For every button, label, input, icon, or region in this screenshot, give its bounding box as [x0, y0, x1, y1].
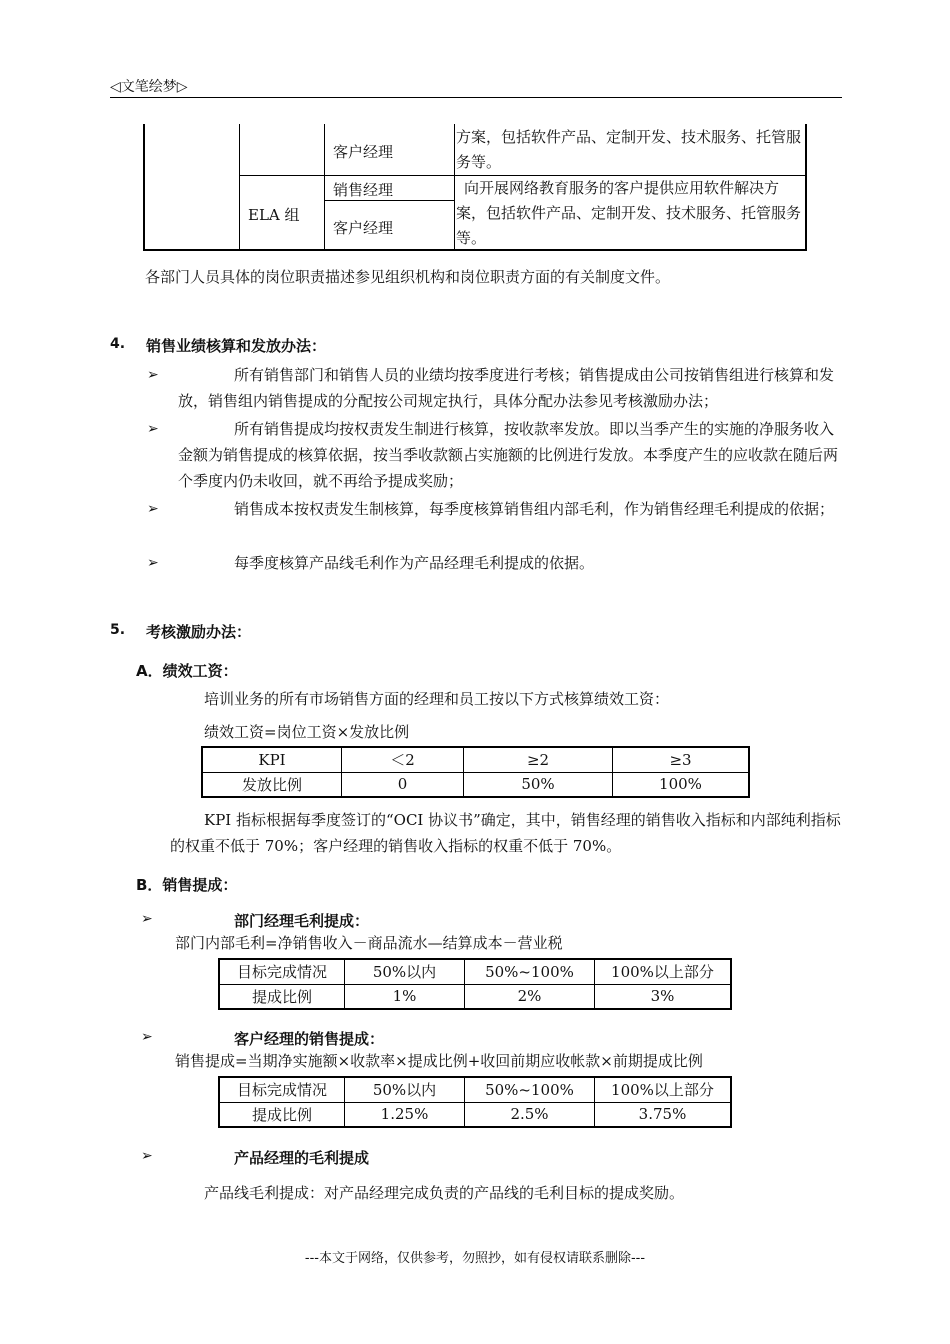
kpi-table-cell: 50%	[464, 772, 613, 797]
bullet-arrow-icon: ➢	[141, 1148, 153, 1164]
kpi-table-cell: ≥2	[464, 747, 613, 772]
bullet-arrow-icon: ➢	[141, 1029, 153, 1045]
section5b-title: B．销售提成：	[136, 876, 238, 894]
kpi-table-cell: KPI	[202, 747, 342, 772]
acct-mgr-table-cell: 目标完成情况	[219, 1077, 345, 1102]
section5a-title: A．绩效工资：	[136, 662, 238, 680]
dept-mgr-table-cell: 2%	[465, 984, 595, 1009]
section4-bullet-4: 每季度核算产品线毛利作为产品经理毛利提成的依据。	[234, 554, 595, 572]
section4-number: 4.	[110, 336, 126, 352]
acct-mgr-table-cell: 50%~100%	[465, 1077, 595, 1102]
dept-mgr-table-cell: 50%~100%	[465, 959, 595, 984]
section5-number: 5.	[110, 622, 126, 638]
section4-bullet-2: 所有销售提成均按权责发生制进行核算，按收款率发放。即以当季产生的实施的净服务收入金额为销售提成的核算依据，按当季收款额占实施额的比例进行发放。本季度产生的应收款在随后两个季度内仍未收回，就不再给予提成奖励；	[178, 420, 839, 490]
top-table-role-2: 销售经理	[333, 181, 394, 199]
acct-mgr-table-cell: 提成比例	[219, 1102, 345, 1127]
dept-mgr-title: 部门经理毛利提成：	[234, 912, 370, 930]
bullet-arrow-icon: ➢	[141, 911, 153, 927]
dept-mgr-table-cell: 目标完成情况	[219, 959, 345, 984]
section4-title: 销售业绩核算和发放办法：	[146, 337, 327, 355]
section4-bullet-1: 所有销售部门和销售人员的业绩均按季度进行考核；销售提成由公司按销售组进行核算和发放，销售组内销售提成的分配按公司规定执行，具体分配办法参见考核激励办法；	[178, 366, 835, 410]
top-table-role-3: 客户经理	[333, 219, 394, 237]
acct-mgr-table-cell: 3.75%	[595, 1102, 732, 1127]
prod-mgr-text: 产品线毛利提成：对产品经理完成负责的产品线的毛利目标的提成奖励。	[204, 1184, 685, 1202]
dept-mgr-table-cell: 50%以内	[345, 959, 465, 984]
header-rule	[110, 97, 842, 98]
bullet-arrow-icon: ➢	[147, 555, 159, 571]
top-table-role-1: 客户经理	[333, 143, 394, 161]
acct-mgr-table-cell: 2.5%	[465, 1102, 595, 1127]
section5a-note: KPI 指标根据每季度签订的“OCI 协议书”确定，其中，销售经理的销售收入指标和内部纯利指标的权重不低于 70%；客户经理的销售收入指标的权重不低于 70%。	[170, 811, 841, 855]
top-table-group: ELA 组	[248, 206, 300, 224]
kpi-table-cell: ≥3	[613, 747, 750, 772]
top-table	[143, 124, 807, 251]
dept-mgr-table	[218, 958, 732, 1010]
footer-disclaimer: ---本文于网络，仅供参考，勿照抄，如有侵权请联系删除---	[304, 1251, 646, 1266]
bullet-arrow-icon: ➢	[147, 421, 159, 437]
acct-mgr-formula: 销售提成=当期净实施额×收款率×提成比例+收回前期应收帐款×前期提成比例	[175, 1052, 703, 1070]
dept-mgr-formula: 部门内部毛利=净销售收入－商品流水—结算成本－营业税	[175, 934, 563, 952]
kpi-table-cell: 100%	[613, 772, 750, 797]
section5-title: 考核激励办法：	[146, 623, 252, 641]
header-brand: ◁文笔绘梦▷	[110, 79, 188, 95]
acct-mgr-table-cell: 50%以内	[345, 1077, 465, 1102]
acct-mgr-table	[218, 1076, 732, 1128]
prod-mgr-title: 产品经理的毛利提成	[234, 1149, 370, 1167]
acct-mgr-title: 客户经理的销售提成：	[234, 1030, 385, 1048]
section5a-intro: 培训业务的所有市场销售方面的经理和员工按以下方式核算绩效工资：	[204, 690, 670, 708]
dept-mgr-table-cell: 100%以上部分	[595, 959, 732, 984]
top-table-desc-2: 向开展网络教育服务的客户提供应用软件解决方案，包括软件产品、定制开发、技术服务、托管服务等。	[456, 179, 802, 247]
acct-mgr-table-cell: 1.25%	[345, 1102, 465, 1127]
kpi-table	[201, 746, 750, 798]
dept-mgr-table-cell: 提成比例	[219, 984, 345, 1009]
kpi-table-cell: ＜2	[342, 747, 464, 772]
bullet-arrow-icon: ➢	[147, 367, 159, 383]
note-duties: 各部门人员具体的岗位职责描述参见组织机构和岗位职责方面的有关制度文件。	[145, 268, 671, 286]
kpi-table-cell: 发放比例	[202, 772, 342, 797]
dept-mgr-table-cell: 1%	[345, 984, 465, 1009]
kpi-table-cell: 0	[342, 772, 464, 797]
top-table-desc-1: 方案，包括软件产品、定制开发、技术服务、托管服务等。	[456, 128, 802, 171]
bullet-arrow-icon: ➢	[147, 501, 159, 517]
acct-mgr-table-cell: 100%以上部分	[595, 1077, 732, 1102]
section5a-formula: 绩效工资=岗位工资×发放比例	[204, 723, 410, 741]
dept-mgr-table-cell: 3%	[595, 984, 732, 1009]
section4-bullet-3: 销售成本按权责发生制核算，每季度核算销售组内部毛利，作为销售经理毛利提成的依据；	[234, 500, 835, 518]
